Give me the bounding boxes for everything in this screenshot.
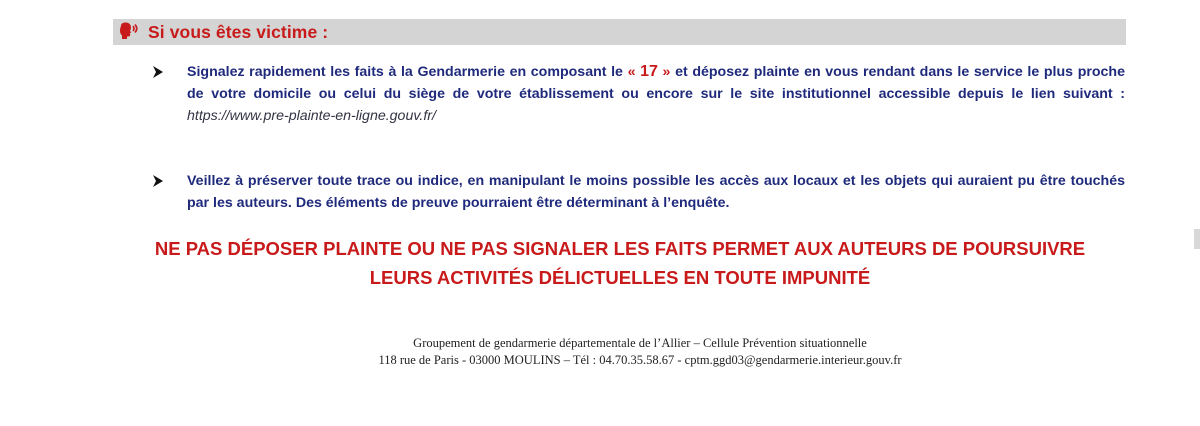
footer-organization: Groupement de gendarmerie départementale de l’Allier – Cellule Prévention situationnelle [413, 336, 867, 350]
emergency-number: 17 [640, 63, 658, 80]
quote-open: « [627, 64, 641, 80]
instruction-text-part1: Signalez rapidement les faits à la Gendarmerie en composant le [187, 64, 628, 80]
footer-contact [220, 335, 1060, 369]
pre-complaint-link[interactable]: https://www.pre-plainte-en-ligne.gouv.fr/ [187, 108, 436, 124]
section-header-bar [113, 19, 1126, 45]
page-edge-mark [1194, 229, 1200, 249]
footer-address-contact: 118 rue de Paris - 03000 MOULINS – Tél : 04.70.35.58.67 - cptm.ggd03@gendarmerie.interieur.gouv.fr [378, 353, 902, 367]
arrow-bullet-icon [152, 170, 174, 188]
speaking-head-icon [117, 20, 141, 44]
instruction-report-facts [187, 61, 1125, 127]
warning-message [100, 234, 1140, 292]
quote-close: » [657, 64, 671, 80]
warning-line-2: LEURS ACTIVITÉS DÉLICTUELLES EN TOUTE IMPUNITÉ [369, 267, 871, 288]
instruction-preserve-evidence: Veillez à préserver toute trace ou indice, en manipulant le moins possible les accès aux locaux et les objets qui auraient pu être touchés par les auteurs. Des éléments de preuve pourraient être déterminant à l’enquête. [187, 173, 1125, 211]
arrow-bullet-icon [152, 61, 174, 79]
section-title: Si vous êtes victime : [148, 21, 329, 42]
instruction-text-part2: et déposez plainte en vous rendant dans le service le plus proche de votre domicile ou celui du siège de votre établissement ou encore sur le site institutionnel accessible depuis le lien suivant : [187, 64, 1125, 102]
warning-line-1: NE PAS DÉPOSER PLAINTE OU NE PAS SIGNALER LES FAITS PERMET AUX AUTEURS DE POURSUIVRE [154, 238, 1086, 259]
